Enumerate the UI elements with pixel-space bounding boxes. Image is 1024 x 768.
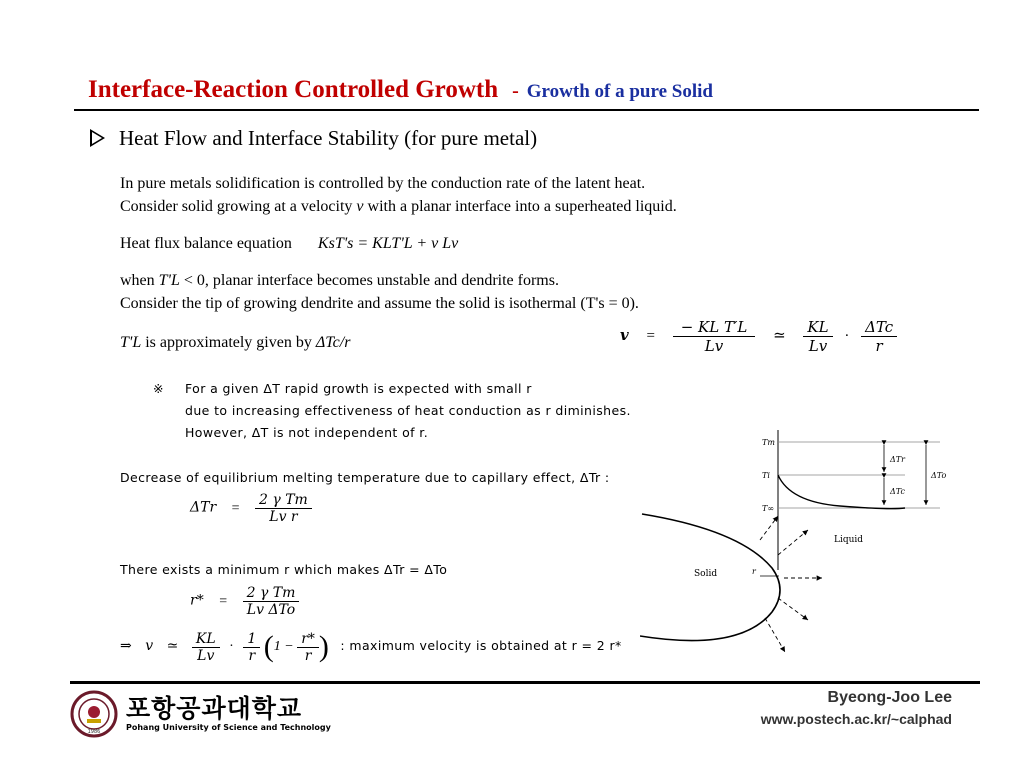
approx-line bbox=[120, 333, 350, 353]
vel-eq: = bbox=[646, 327, 655, 344]
flux-label: Heat flux balance equation bbox=[120, 235, 292, 252]
heat-flow-arrow bbox=[778, 530, 808, 555]
slide-title bbox=[88, 76, 713, 104]
dto-label: ΔTo bbox=[931, 471, 947, 480]
dendrite-diagram bbox=[640, 420, 970, 670]
author-url[interactable]: www.postech.ac.kr/~calphad bbox=[760, 711, 952, 727]
note-line-1: For a given ΔT rapid growth is expected with small r bbox=[185, 381, 532, 396]
note-symbol: ※ bbox=[153, 381, 164, 396]
vel-f1-num: − KL T′L bbox=[673, 318, 756, 337]
vel-f2-num: KL bbox=[803, 318, 832, 337]
line2-part-a: Consider solid growing at a velocity bbox=[120, 198, 353, 215]
line2-part-b: with a planar interface into a superheated liquid. bbox=[367, 198, 677, 215]
liquid-label: Liquid bbox=[834, 535, 864, 545]
vel-dot: · bbox=[844, 327, 850, 344]
vel-f1-den: Lv bbox=[704, 337, 724, 355]
bullet-heading bbox=[90, 126, 537, 151]
title-rule bbox=[74, 109, 979, 111]
capillary-text: Decrease of equilibrium melting temperature due to capillary effect, ΔTr : bbox=[120, 470, 610, 485]
minimum-text: There exists a minimum r which makes ΔTr = ΔTo bbox=[120, 562, 448, 577]
author-name: Byeong-Joo Lee bbox=[827, 689, 952, 706]
maxv-f3-num: r* bbox=[297, 631, 319, 648]
min-eq: = bbox=[219, 593, 228, 609]
r-label: r bbox=[752, 567, 756, 576]
flux-equation: KsT's = KLT'L + v Lv bbox=[317, 235, 459, 252]
maxv-f2-den: r bbox=[248, 647, 256, 664]
university-name-en: Pohang University of Science and Technology bbox=[126, 723, 331, 732]
velocity-equation bbox=[620, 318, 897, 355]
bullet-text: Heat Flow and Interface Stability (for pure metal) bbox=[119, 126, 538, 150]
min-den: Lv ΔTo bbox=[246, 602, 296, 618]
maxv-f1-den: Lv bbox=[197, 647, 215, 664]
maxv-f1-num: KL bbox=[192, 631, 220, 648]
temperature-profile bbox=[778, 475, 905, 509]
note-block bbox=[153, 378, 631, 444]
vel-lhs: v bbox=[620, 325, 629, 344]
approx-expr: ΔTc/r bbox=[315, 334, 351, 351]
ti-label: Ti bbox=[762, 471, 770, 480]
cap-eq: = bbox=[231, 500, 240, 516]
min-num: 2 γ Tm bbox=[243, 585, 300, 602]
university-logo bbox=[70, 690, 331, 738]
note-line-3: However, ΔT is not independent of r. bbox=[185, 425, 429, 440]
maxv-f3-den: r bbox=[304, 647, 312, 664]
note-line-2: due to increasing effectiveness of heat conduction as r diminishes. bbox=[185, 403, 631, 418]
university-name-kr: 포항공과대학교 bbox=[126, 694, 303, 723]
heat-flow-arrow bbox=[760, 516, 778, 540]
body-line-2 bbox=[120, 197, 677, 217]
line2-velocity: v bbox=[356, 198, 364, 215]
capillary-equation bbox=[190, 492, 312, 525]
vel-f3-den: r bbox=[875, 337, 883, 355]
maxv-f2-num: 1 bbox=[243, 631, 260, 648]
when-a: when bbox=[120, 272, 155, 289]
maxv-dot: · bbox=[229, 639, 234, 655]
seal-year: 1986 bbox=[87, 729, 101, 735]
when-line bbox=[120, 271, 559, 291]
maxv-one-minus: 1 − bbox=[273, 639, 294, 655]
min-lhs: r* bbox=[190, 592, 204, 609]
approx-var: T'L bbox=[120, 334, 142, 351]
when-var: T'L bbox=[158, 272, 180, 289]
vel-f2-den: Lv bbox=[808, 337, 828, 355]
footer-rule bbox=[70, 681, 980, 684]
title-sub: Growth of a pure Solid bbox=[526, 81, 713, 102]
max-velocity-equation: ⇒ v ≃ $\frac{KL}{Lv}$ · $\frac{1}{r}$ (1 − $\frac{r*}{r}$ ) : maximum velocity is obtained at r = 2 r* bbox=[120, 630, 622, 664]
minimum-equation bbox=[190, 585, 299, 618]
cap-num: 2 γ Tm bbox=[255, 492, 312, 509]
vel-f3-num: ΔTc bbox=[861, 318, 897, 337]
tm-label: Tm bbox=[762, 438, 775, 447]
maxv-lhs: v bbox=[145, 638, 154, 655]
tip-line: Consider the tip of growing dendrite and assume the solid is isothermal (T's = 0). bbox=[120, 295, 639, 312]
maxv-tail: : maximum velocity is obtained at r = 2 r* bbox=[340, 638, 622, 654]
heat-flow-arrow bbox=[765, 618, 785, 652]
title-main: Interface-Reaction Controlled Growth bbox=[88, 76, 499, 103]
university-seal-icon bbox=[70, 690, 118, 738]
tinf-label: T∞ bbox=[762, 504, 774, 513]
cap-den: Lv r bbox=[269, 509, 298, 525]
flux-line bbox=[120, 234, 458, 254]
body-line-1: In pure metals solidification is controlled by the conduction rate of the latent heat. bbox=[120, 175, 646, 192]
vel-approx: ≃ bbox=[773, 327, 786, 344]
solid-label: Solid bbox=[694, 569, 718, 579]
triangle-bullet-icon bbox=[90, 129, 105, 147]
dtc-label: ΔTc bbox=[890, 487, 905, 496]
title-dash: - bbox=[512, 80, 519, 102]
maxv-approx: ≃ bbox=[166, 639, 179, 655]
heat-flow-arrow bbox=[778, 598, 808, 620]
approx-mid: is approximately given by bbox=[145, 334, 312, 351]
dtr-label: ΔTr bbox=[890, 455, 905, 464]
cap-lhs: ΔTr bbox=[190, 499, 217, 516]
implies-arrow: ⇒ bbox=[120, 639, 132, 655]
when-b: < 0, planar interface becomes unstable and dendrite forms. bbox=[183, 272, 559, 289]
